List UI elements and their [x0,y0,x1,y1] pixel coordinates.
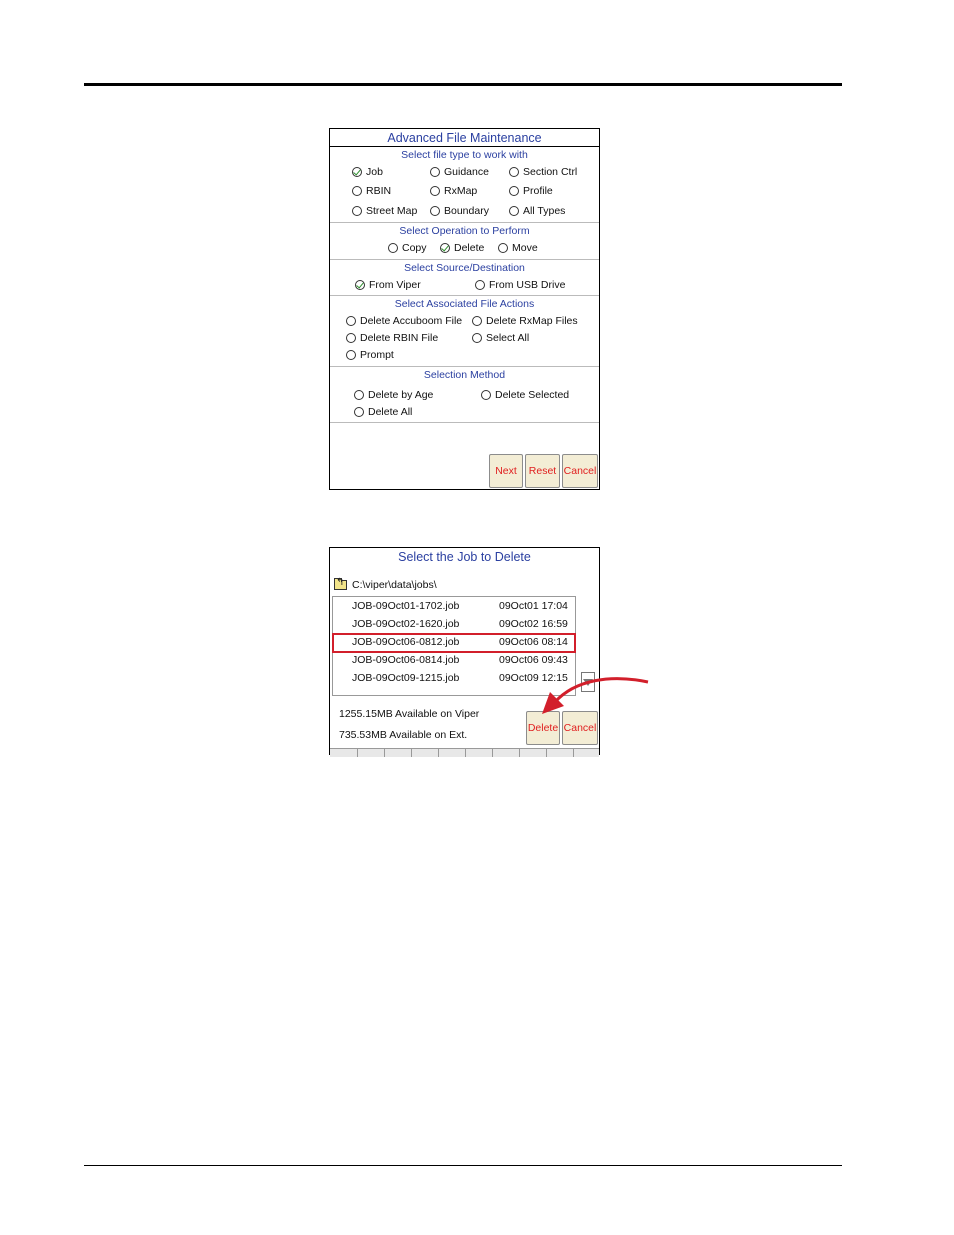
radio-delete-rbin[interactable] [346,332,438,344]
radio-delete-rxmap[interactable] [472,315,578,327]
advanced-file-maintenance-panel [329,128,600,490]
radio-unchecked-icon [354,390,364,400]
radio-all-types[interactable] [509,205,565,217]
radio-select-all[interactable] [472,332,529,344]
radio-delete-all[interactable] [354,406,412,418]
red-arrow-icon [530,670,660,730]
radio-unchecked-icon [472,316,482,326]
radio-street-map[interactable] [352,205,417,217]
cancel-button[interactable]: Cancel [562,454,598,488]
file-name: JOB-09Oct06-0812.job [352,636,460,648]
radio-delete-by-age[interactable] [354,389,433,401]
radio-label: Boundary [444,205,489,217]
file-type-heading: Select file type to work with [401,149,528,161]
cancel-button[interactable]: Cancel [562,711,598,745]
radio-unchecked-icon [354,407,364,417]
strip-divider [384,749,385,757]
radio-unchecked-icon [498,243,508,253]
radio-unchecked-icon [472,333,482,343]
radio-unchecked-icon [509,167,519,177]
radio-unchecked-icon [509,186,519,196]
strip-divider [438,749,439,757]
radio-label: Prompt [360,349,394,361]
radio-label: RxMap [444,185,478,197]
toolbar-strip [330,748,599,757]
reset-button[interactable]: Reset [525,454,560,488]
radio-label: From Viper [369,279,421,291]
strip-divider [411,749,412,757]
radio-label: Section Ctrl [523,166,578,178]
strip-divider [573,749,574,757]
radio-unchecked-icon [346,350,356,360]
file-date: 09Oct06 09:43 [499,654,568,666]
strip-divider [357,749,358,757]
radio-unchecked-icon [509,206,519,216]
radio-label: Street Map [366,205,418,217]
radio-label: Job [366,166,383,178]
radio-checked-icon [440,243,450,253]
radio-delete-accuboom[interactable] [346,315,462,327]
radio-rxmap[interactable] [430,185,477,197]
file-name: JOB-09Oct09-1215.job [352,672,460,684]
strip-divider [465,749,466,757]
page-header-rule [84,83,842,86]
radio-label: Delete RxMap Files [486,315,578,327]
operation-heading: Select Operation to Perform [399,225,530,237]
folder-up-icon[interactable] [334,580,347,590]
radio-guidance[interactable] [430,166,489,178]
section-divider [330,259,599,260]
file-date: 09Oct02 16:59 [499,618,568,630]
file-date: 09Oct01 17:04 [499,600,568,612]
associated-heading: Select Associated File Actions [394,298,535,310]
radio-unchecked-icon [352,206,362,216]
radio-label: Delete Selected [495,389,570,401]
radio-copy[interactable] [388,242,427,254]
radio-unchecked-icon [475,280,485,290]
file-date: 09Oct09 12:15 [499,672,568,684]
file-name: JOB-09Oct01-1702.job [352,600,460,612]
path-label: C:\viper\data\jobs\ [352,579,437,591]
strip-divider [492,749,493,757]
table-row[interactable] [333,598,575,616]
available-ext-text: 735.53MB Available on Ext. [339,729,468,741]
radio-profile[interactable] [509,185,553,197]
table-row[interactable] [333,616,575,634]
radio-label: Copy [402,242,427,254]
radio-unchecked-icon [352,186,362,196]
radio-label: Select All [486,332,530,344]
title-divider [330,146,599,147]
file-date: 09Oct06 08:14 [499,636,568,648]
section-divider [330,422,599,423]
radio-checked-icon [355,280,365,290]
radio-unchecked-icon [430,186,440,196]
radio-checked-icon [352,167,362,177]
page-footer-rule [84,1165,842,1166]
radio-unchecked-icon [481,390,491,400]
radio-job[interactable] [352,166,383,178]
file-name: JOB-09Oct02-1620.job [352,618,460,630]
radio-label: Delete Accuboom File [360,315,463,327]
radio-delete[interactable] [440,242,484,254]
radio-rbin[interactable] [352,185,391,197]
source-heading: Select Source/Destination [404,262,525,274]
radio-boundary[interactable] [430,205,489,217]
radio-prompt[interactable] [346,349,394,361]
delete-button[interactable]: Delete [526,711,560,745]
radio-delete-selected[interactable] [481,389,569,401]
strip-divider [519,749,520,757]
radio-unchecked-icon [430,167,440,177]
available-viper-text: 1255.15MB Available on Viper [339,708,480,720]
radio-label: Delete All [368,406,413,418]
radio-label: Profile [523,185,553,197]
radio-unchecked-icon [430,206,440,216]
radio-label: Delete [454,242,485,254]
radio-label: Delete RBIN File [360,332,439,344]
radio-unchecked-icon [346,333,356,343]
radio-label: Delete by Age [368,389,434,401]
section-divider [330,366,599,367]
radio-label: RBIN [366,185,392,197]
panel-title: Advanced File Maintenance [387,131,542,145]
panel-title: Select the Job to Delete [398,550,531,564]
next-button[interactable]: Next [489,454,523,488]
table-row[interactable] [333,652,575,670]
table-row-selected[interactable] [333,634,575,652]
arrow-shaft [555,679,648,702]
section-divider [330,295,599,296]
strip-divider [546,749,547,757]
radio-move[interactable] [498,242,538,254]
radio-from-viper[interactable] [355,279,421,291]
radio-unchecked-icon [388,243,398,253]
radio-label: Move [512,242,538,254]
radio-label: From USB Drive [489,279,566,291]
section-divider [330,222,599,223]
method-heading: Selection Method [423,369,506,381]
radio-from-usb[interactable] [475,279,565,291]
radio-unchecked-icon [346,316,356,326]
file-name: JOB-09Oct06-0814.job [352,654,460,666]
radio-label: Guidance [444,166,489,178]
radio-label: All Types [523,205,566,217]
radio-section-ctrl[interactable] [509,166,577,178]
